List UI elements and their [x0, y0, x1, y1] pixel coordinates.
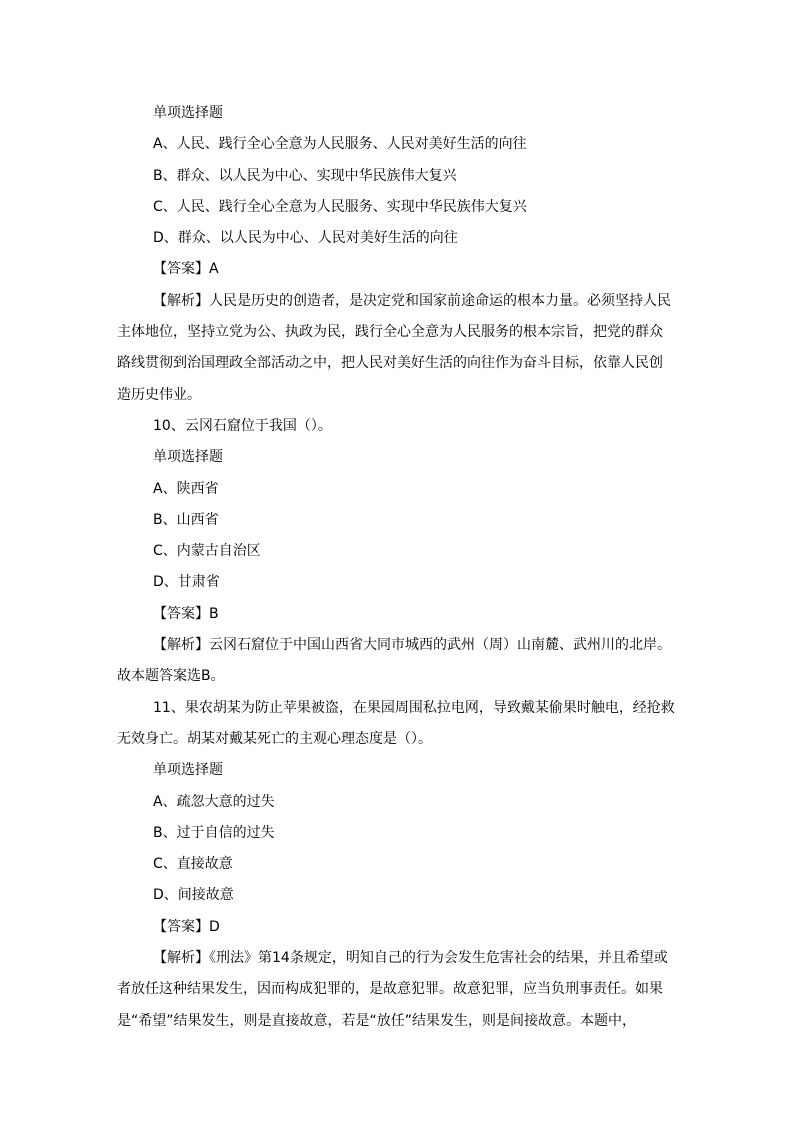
q10-option-c: C、内蒙古自治区 — [153, 543, 261, 560]
q11-question — [117, 693, 682, 756]
q11-option-a: A、疏忽大意的过失 — [153, 793, 275, 810]
q11-answer: 【答案】D — [153, 918, 220, 935]
document-content — [117, 98, 682, 1037]
q10-analysis-line-1: 【解析】云冈石窟位于中国山西省大同市城西的武州（周）山南麓、武州川的北岸。 — [153, 637, 671, 654]
q9-analysis-line-2: 主体地位，坚持立党为公、执政为民，践行全心全意为人民服务的根本宗旨，把党的群众 — [117, 324, 663, 341]
q9-option-c: C、人民、践行全心全意为人民服务、实现中华民族伟大复兴 — [153, 198, 527, 215]
q10-option-b: B、山西省 — [153, 511, 219, 528]
q10-option-a: A、陕西省 — [153, 480, 219, 497]
q9-option-d: D、群众、以人民为中心、人民对美好生活的向往 — [153, 230, 458, 247]
q11-question-line-1: 11、果农胡某为防止苹果被盗，在果园周围私拉电网，导致戴某偷果时触电，经抢救 — [153, 699, 675, 716]
q9-analysis-line-1: 【解析】人民是历史的创造者，是决定党和国家前途命运的根本力量。必须坚持人民 — [153, 292, 671, 309]
q10-question: 10、云冈石窟位于我国（）。 — [153, 417, 332, 434]
q10-answer: 【答案】B — [153, 605, 219, 622]
q11-type: 单项选择题 — [153, 762, 223, 779]
q9-analysis-line-3: 路线贯彻到治国理政全部活动之中，把人民对美好生活的向往作为奋斗目标，依靠人民创 — [117, 355, 663, 372]
q9-type: 单项选择题 — [153, 105, 223, 121]
q11-option-c: C、直接故意 — [153, 856, 233, 873]
q11-option-d: D、间接故意 — [153, 887, 234, 904]
q9-analysis-line-4: 造历史伟业。 — [117, 386, 201, 403]
q10-option-d: D、甘肃省 — [153, 574, 220, 591]
q11-question-line-2: 无效身亡。胡某对戴某死亡的主观心理态度是（）。 — [117, 730, 432, 747]
q9-option-b: B、群众、以人民为中心、实现中华民族伟大复兴 — [153, 167, 457, 184]
q11-analysis — [117, 943, 682, 1037]
q10-type: 单项选择题 — [153, 449, 223, 466]
q11-analysis-line-2: 者放任这种结果发生，因而构成犯罪的，是故意犯罪。故意犯罪，应当负刑事责任。如果 — [117, 981, 663, 998]
q9-analysis — [117, 286, 682, 411]
q11-analysis-line-1: 【解析】《刑法》第14条规定，明知自己的行为会发生危害社会的结果，并且希望或 — [153, 950, 668, 967]
q11-analysis-line-3: 是“希望”结果发生，则是直接故意，若是“放任”结果发生，则是间接故意。本题中， — [117, 1012, 637, 1029]
q11-option-b: B、过于自信的过失 — [153, 824, 275, 841]
q9-option-a: A、人民、践行全心全意为人民服务、人民对美好生活的向往 — [153, 136, 527, 153]
q10-analysis-line-2: 故本题答案选B。 — [117, 668, 225, 685]
q9-answer: 【答案】A — [153, 261, 219, 278]
q10-analysis — [117, 630, 682, 693]
